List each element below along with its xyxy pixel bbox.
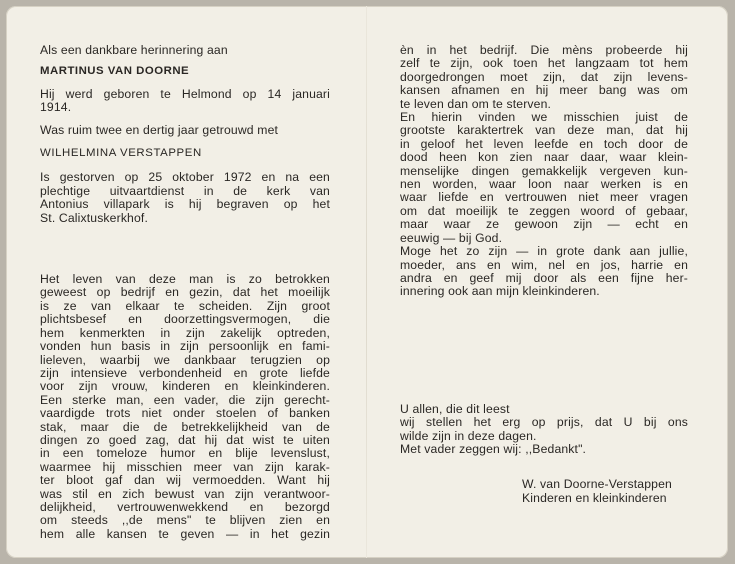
tribute-line: dingen zo goed zag, dat hij dat wist te uiten (40, 432, 330, 447)
tribute-line: stak, maar die de betrekkelijkheid van de (40, 419, 330, 434)
birth-paragraph (40, 88, 330, 115)
tribute-line: lieleven, waarbij we dankbaar terugzien op (40, 352, 330, 367)
deceased-name: MARTINUS VAN DOORNE (40, 65, 190, 78)
thanks-line: Met vader zeggen wij: ,,Bedankt". (400, 441, 587, 456)
tribute-line: in een tomeloze humor en blije levenslust, (40, 446, 330, 461)
intro-line: Als een dankbare herinnering aan (40, 43, 228, 57)
continued-line: grootste karaktertrek van deze man, dat hij (400, 123, 688, 138)
card-fold (366, 6, 367, 558)
tribute-line: hem kenmerkten in zijn zakelijk optreden, (40, 325, 330, 340)
thanks-line: wilde zijn in deze dagen. (400, 428, 537, 443)
continued-line: in geloof het leven leefde en toch door de (400, 136, 688, 151)
tribute-line: delijkheid, vertrouwenwekkend en bezorgd (40, 499, 330, 514)
continued-line: andra en geef mij door als een fijne her- (400, 270, 688, 285)
death-line: Antonius villapark is hij begraven op het (40, 197, 330, 212)
continued-line: te leven dan om te sterven. (400, 96, 552, 111)
death-line: St. Calixtuskerkhof. (40, 210, 148, 225)
continued-line: innering ook aan mijn kleinkinderen. (400, 284, 600, 299)
tribute-line: is ze van elkaar te scheiden. Zijn groot (40, 298, 330, 313)
continued-line: zelf te zijn, ook toen het langzaam tot hem (400, 56, 688, 71)
signature-line: Kinderen en kleinkinderen (522, 490, 667, 505)
continued-line: eeuwig — bij God. (400, 230, 503, 245)
spouse-name: WILHELMINA VERSTAPPEN (40, 147, 202, 160)
continued-line: om dat moeilijk te zeggen woord of gebaar, (400, 203, 688, 218)
tribute-line: hem alle kansen te geven — in het gezin (40, 526, 330, 541)
continued-line: maar waar ze gewoon zijn — echt en (400, 217, 688, 232)
tribute-line: was stil en zich bewust van zijn verantwoor- (40, 486, 330, 501)
left-page (40, 44, 330, 541)
tribute-line: vonden hun basis in zijn persoonlijk en fami- (40, 339, 330, 354)
death-line: Is gestorven op 25 oktober 1972 en na een (40, 170, 330, 185)
tribute-line: plichtsbesef en doorzettingsvermogen, die (40, 312, 330, 327)
thanks-paragraph (400, 403, 688, 457)
continued-line: dood heen kon zien naar daar, waar klein- (400, 150, 688, 165)
continued-line: doorgedrongen moet zijn, dat zijn levens- (400, 69, 688, 84)
continued-line: menselijke dingen gemakkelijk vergeven kun- (400, 163, 688, 178)
continued-line: En hierin vinden we misschien juist de (400, 110, 688, 125)
tribute-line: Een sterke man, een vader, die zijn gerecht- (40, 392, 330, 407)
tribute-line: Het leven van deze man is zo betrokken (40, 272, 330, 287)
continued-paragraph (400, 44, 688, 299)
tribute-line: waarmee hij misschien meer van zijn karak- (40, 459, 330, 474)
married-line: Was ruim twee en dertig jaar getrouwd met (40, 122, 279, 137)
memorial-card (6, 6, 728, 558)
signature-block (400, 478, 688, 505)
continued-line: waar liefde en vertrouwen niet meer vragen (400, 190, 688, 205)
continued-line: èn in het bedrijf. Die mèns probeerde hij (400, 43, 688, 57)
tribute-line: om steeds ,,de mens" te blijven zien en (40, 513, 330, 528)
continued-line: nen worden, waar loon naar werken is en (400, 177, 688, 192)
thanks-line: U allen, die dit leest (400, 401, 510, 416)
signature-line: W. van Doorne-Verstappen (522, 477, 672, 492)
death-line: plechtige uitvaartdienst in de kerk van (40, 183, 330, 198)
tribute-line: voor zijn vrouw, kinderen en kleinkinderen. (40, 379, 330, 394)
tribute-line: zijn intensieve verbondenheid en grote liefde (40, 365, 330, 380)
tribute-paragraph (40, 273, 330, 541)
thanks-line: wij stellen het erg op prijs, dat U bij ons (400, 415, 688, 430)
continued-line: moeder, ans en wim, nel en jos, harrie en (400, 257, 688, 272)
right-page (400, 44, 688, 505)
birth-line: 1914. (40, 100, 72, 115)
birth-line: Hij werd geboren te Helmond op 14 januari (40, 86, 330, 101)
continued-line: Moge het zo zijn — in grote dank aan jullie, (400, 244, 688, 259)
death-paragraph (40, 171, 330, 225)
tribute-line: vaardigde trots niet onder stoelen of banken (40, 406, 330, 421)
tribute-line: ter bloot gaf dan wij vermoedden. Want hij (40, 473, 330, 488)
tribute-line: geweest op bedrijf en gezin, dat het moeilijk (40, 285, 330, 300)
continued-line: kansen afnamen en hij meer bang was om (400, 83, 688, 98)
